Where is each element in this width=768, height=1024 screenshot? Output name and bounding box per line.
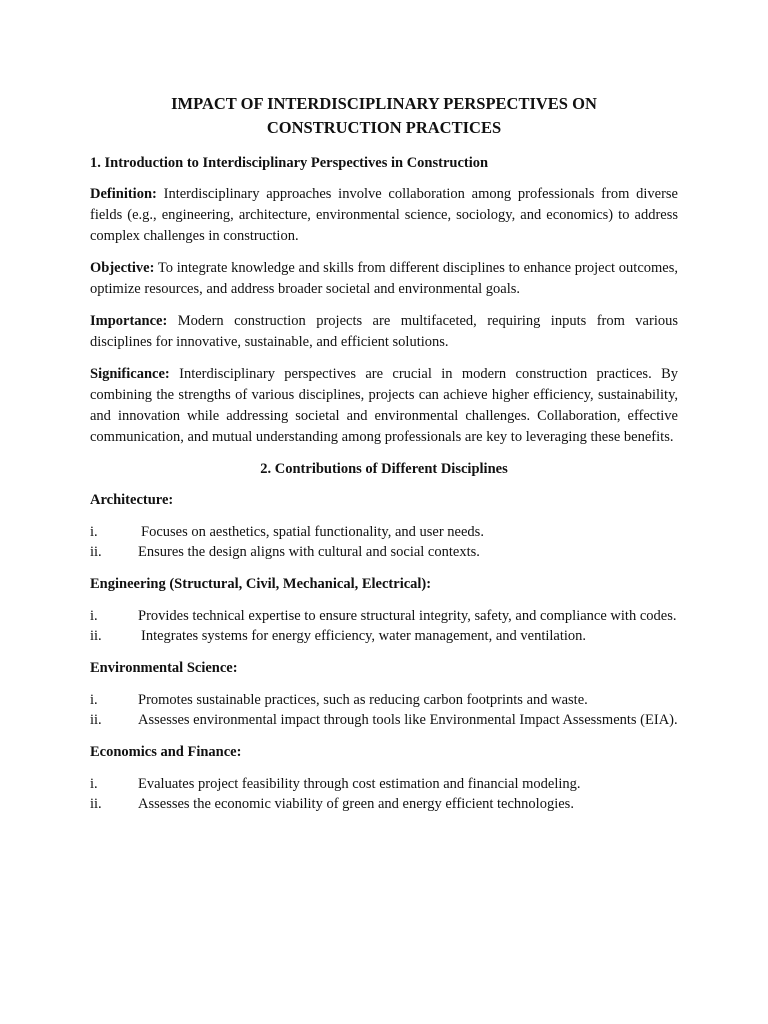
list-number: ii. <box>90 628 102 644</box>
list-text: Assesses the economic viability of green and energy efficient technologies. <box>138 796 574 812</box>
definition-label: Definition: <box>90 186 157 202</box>
title-line-2: CONSTRUCTION PRACTICES <box>266 118 502 137</box>
list-text: Ensures the design aligns with cultural and social contexts. <box>138 544 480 560</box>
list-number: i. <box>90 776 98 792</box>
environmental-heading: Environmental Science: <box>90 660 238 676</box>
list-number: ii. <box>90 712 102 728</box>
list-text: Evaluates project feasibility through cost estimation and financial modeling. <box>138 776 581 792</box>
list-item <box>90 626 678 646</box>
list-number: i. <box>90 608 98 624</box>
list-text: Promotes sustainable practices, such as reducing carbon footprints and waste. <box>138 692 588 708</box>
objective-label: Objective: <box>90 260 155 276</box>
significance-label: Significance: <box>90 366 170 382</box>
architecture-list <box>90 522 678 562</box>
list-text: Assesses environmental impact through tools like Environmental Impact Assessments (EIA). <box>138 712 678 728</box>
definition-text: Interdisciplinary approaches involve collaboration among professionals from diverse fields (e.g., engineering, architecture, environmental science, sociology, and economics) to address complex challenges in construction. <box>90 186 678 244</box>
engineering-list <box>90 606 678 646</box>
list-number: ii. <box>90 796 102 812</box>
importance-text: Modern construction projects are multifaceted, requiring inputs from various disciplines for innovative, sustainable, and efficient solutions. <box>90 313 678 350</box>
list-item <box>90 522 678 542</box>
significance-paragraph <box>90 364 678 448</box>
economics-list <box>90 774 678 814</box>
title-line-1: IMPACT OF INTERDISCIPLINARY PERSPECTIVES ON <box>171 94 597 113</box>
list-number: i. <box>90 524 98 540</box>
list-number: i. <box>90 692 98 708</box>
document-title <box>90 92 678 140</box>
document-body <box>90 92 678 826</box>
list-number: ii. <box>90 544 102 560</box>
list-item <box>90 690 678 710</box>
engineering-heading: Engineering (Structural, Civil, Mechanical, Electrical): <box>90 576 432 592</box>
list-item <box>90 542 678 562</box>
list-text: Integrates systems for energy efficiency, water management, and ventilation. <box>141 628 587 644</box>
environmental-list <box>90 690 678 730</box>
section-2-heading: 2. Contributions of Different Disciplines <box>260 461 508 477</box>
list-item <box>90 606 678 626</box>
list-text: Focuses on aesthetics, spatial functionality, and user needs. <box>141 524 484 540</box>
importance-paragraph <box>90 311 678 353</box>
objective-text: To integrate knowledge and skills from different disciplines to enhance project outcomes, optimize resources, and address broader societal and environmental goals. <box>90 260 678 297</box>
objective-paragraph <box>90 258 678 300</box>
section-1-heading: 1. Introduction to Interdisciplinary Perspectives in Construction <box>90 155 489 171</box>
list-item <box>90 710 678 730</box>
importance-label: Importance: <box>90 313 168 329</box>
significance-text: Interdisciplinary perspectives are crucial in modern construction practices. By combining the strengths of various disciplines, projects can achieve higher efficiency, sustainability, and innovation while addressing societal and environmental challenges. Collaboration, effective communication, and mutual understanding among professionals are key to leveraging these benefits. <box>90 366 678 445</box>
architecture-heading: Architecture: <box>90 492 174 508</box>
list-item <box>90 794 678 814</box>
economics-heading: Economics and Finance: <box>90 744 242 760</box>
list-text: Provides technical expertise to ensure structural integrity, safety, and compliance with codes. <box>138 608 677 624</box>
definition-paragraph <box>90 184 678 247</box>
list-item <box>90 774 678 794</box>
